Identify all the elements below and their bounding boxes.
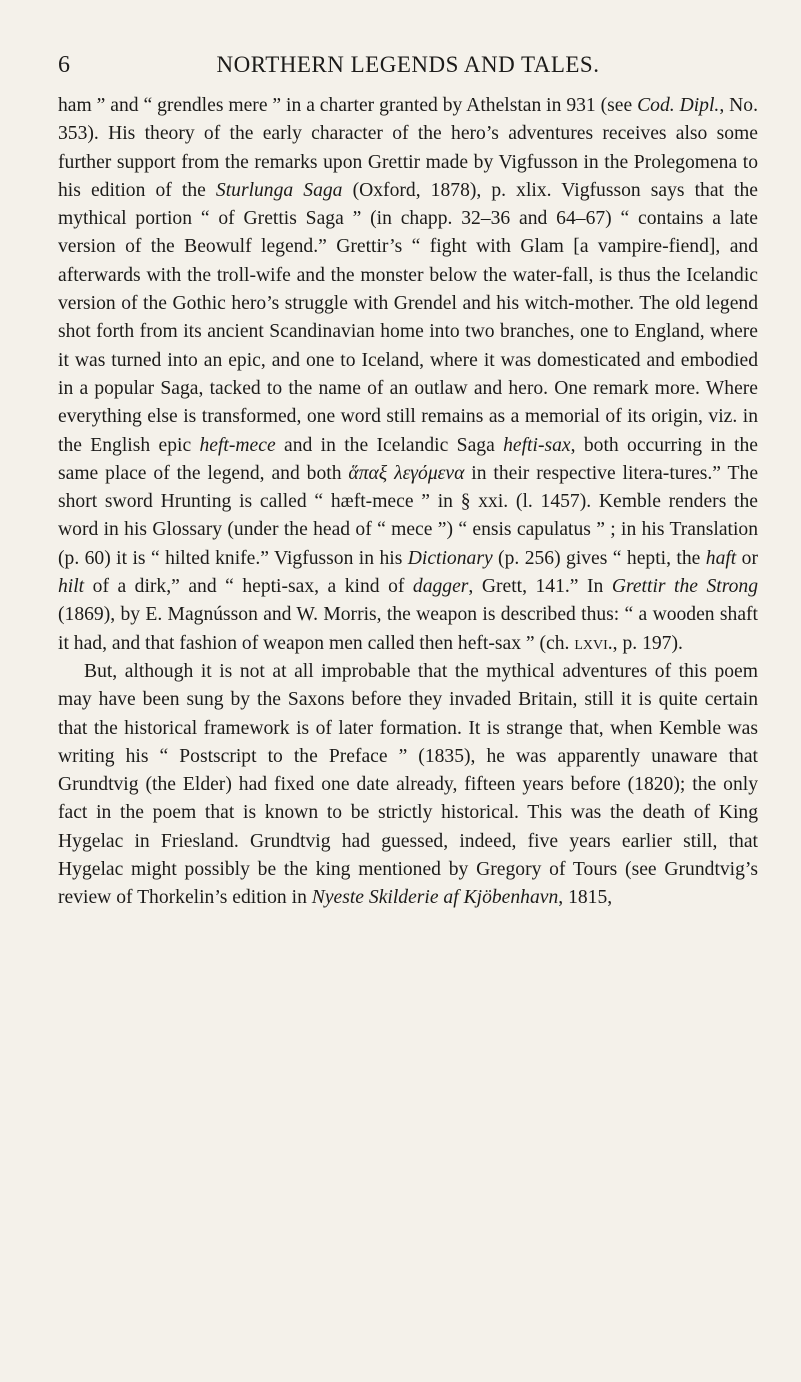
text-run: or (736, 547, 758, 569)
text-run: ham ” and “ grendles mere ” in a charter granted by Athelstan in 931 (see (58, 95, 638, 116)
italic-text: dagger (412, 576, 469, 598)
text-run: of a dirk,” and “ hepti-sax, a kind of (84, 576, 413, 598)
text-run: in their respective litera-tures.” The short sword Hrunting is called “ hæft-mece ” in § xxi. (l. 1457). Kemble renders the word in his Glossary (under the head of “ mece ”) “ ensis capulatus ” ; in his Translation (p. 60) it is “ hilted knife.” Vigfusson in his (58, 462, 759, 569)
text-run: , both occurring in the same place of the legend, and both (58, 434, 758, 484)
italic-text: Sturlunga Saga (215, 179, 343, 201)
text-run: , p. 197). (612, 632, 683, 654)
text-run: (1869), by E. Magnússon and W. Morris, the weapon is described thus: “ a wooden shaft it had, and that fashion of weapon men called then heft-sax ” (ch. (58, 604, 758, 654)
text-run: (Oxford, 1878), p. xlix. Vigfusson says that the mythical portion “ of Grettis Saga ” (in chapp. 32–36 and 64–67) “ contains a late version of the Beowulf legend.” Grettir’s “ fight with Glam [a vampire-fiend], and afterwards with the troll-wife and the monster below the water-fall, is thus the Icelandic version of the Gothic hero’s struggle with Grendel and his witch-mother. The old legend shot forth from its ancient Scandinavian home into two branches, one to England, where it was turned into an epic, and one to Iceland, where it was domesticated and embodied in a popular Saga, tacked to the name of an outlaw and hero. One remark more. Where everything else is transformed, one word still remains as a memorial of its origin, viz. in the English epic (58, 179, 758, 456)
page-number: 6 (58, 52, 70, 78)
text-run: and in the Icelandic Saga (275, 434, 504, 456)
text-run: (p. 256) gives “ hepti, the (492, 547, 706, 569)
running-title: NORTHERN LEGENDS AND TALES. (216, 52, 600, 77)
italic-text: Grettir the Strong (611, 576, 758, 598)
paragraph (58, 658, 758, 913)
italic-text: Nyeste Skilderie af Kjöbenhavn (311, 887, 559, 909)
italic-text: haft (705, 547, 737, 569)
body-text (58, 92, 758, 913)
italic-text: hefti-sax (503, 434, 571, 456)
running-head (58, 52, 758, 92)
paragraph (58, 92, 758, 658)
text-run: , 1815, (558, 887, 613, 909)
italic-text: heft-mece (199, 434, 276, 456)
italic-text: Dictionary (407, 547, 493, 569)
text-run: But, although it is not at all improbable that the mythical adventures of this poem may have been sung by the Saxons before they invaded Britain, still it is quite certain that the historical framework is of later formation. It is strange that, when Kemble was writing his “ Postscript to the Preface ” (1835), he was apparently unaware that Grundtvig (the Elder) had fixed one date already, fifteen years before (1820); the only fact in the poem that is known to be strictly historical. This was the death of King Hygelac in Friesland. Grundtvig had guessed, indeed, five years earlier still, that Hygelac might possibly be the king mentioned by Gregory of Tours (see Grundtvig’s review of Thorkelin’s edition in (58, 660, 758, 909)
book-page (58, 52, 758, 913)
italic-text: Cod. Dipl. (637, 95, 720, 116)
text-run: , No. 353). His theory of the early character of the hero’s adventures receives also some further support from the remarks upon Grettir made by Vigfusson in the Prolegomena to his edition of the (58, 95, 758, 201)
small-caps-text: lxvi. (574, 632, 613, 654)
italic-text: ἅπαξ λεγόμενα (348, 462, 465, 484)
text-run: , Grett, 141.” In (468, 576, 612, 598)
italic-text: hilt (58, 576, 85, 598)
